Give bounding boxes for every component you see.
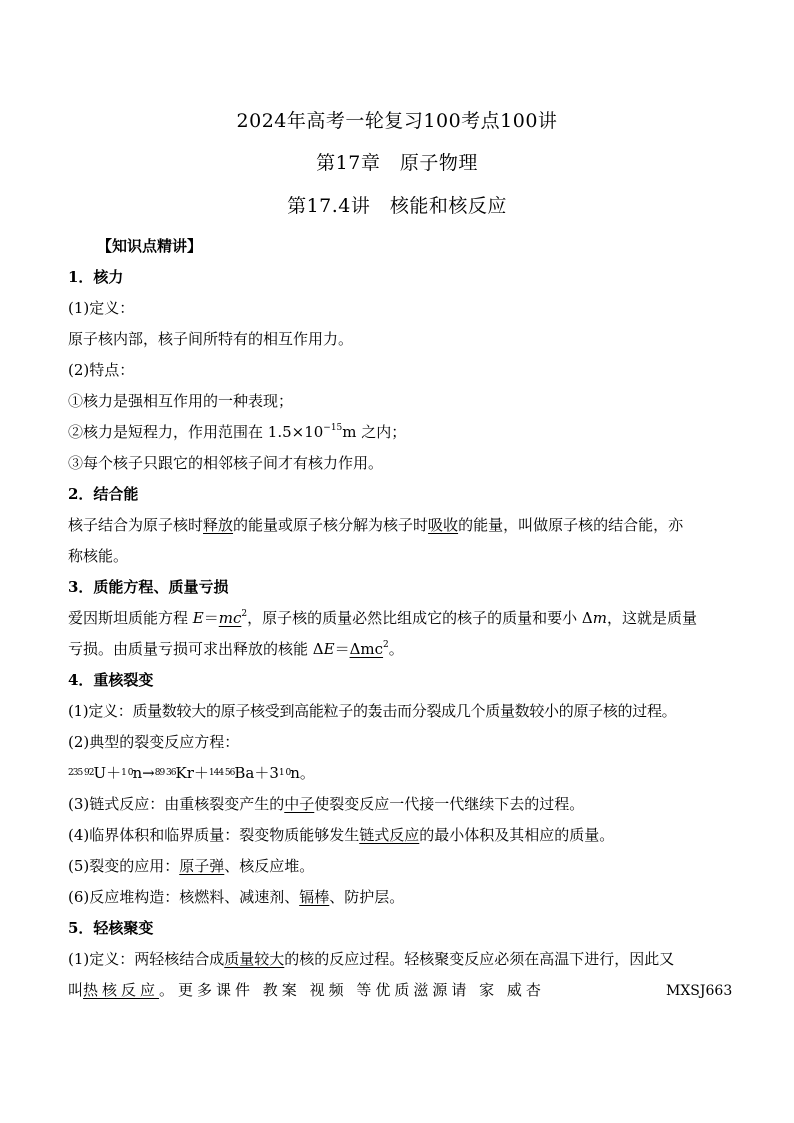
section-2-line-2: 称核能。	[68, 547, 129, 565]
section-2-line-1: 核子结合为原子核时释放的能量或原子核分解为核子时吸收的能量，叫做原子核的结合能，亦	[68, 516, 684, 534]
section-3-heading: 3．质能方程、质量亏损	[68, 578, 229, 596]
section-1-feature-3: ③每个核子只跟它的相邻核子间才有核力作用。	[68, 454, 384, 472]
section-1-feature-1: ①核力是强相互作用的一种表现；	[68, 392, 294, 410]
lecture-title: 第17.4讲 核能和核反应	[287, 195, 507, 217]
section-2-heading: 2．结合能	[68, 485, 139, 503]
chapter-title: 第17章 原子物理	[316, 152, 478, 174]
watermark-code: MXSJ663	[666, 983, 733, 999]
fission-equation: 235 92U＋1 0n→89 36Kr＋144 56Ba＋31 0n。	[68, 764, 315, 782]
main-title: 2024年高考一轮复习100考点100讲	[236, 110, 558, 132]
section-1-feature-2: ②核力是短程力，作用范围在 $1.5\times 10^{-15}m$ 之内；	[68, 423, 407, 441]
section-4-heading: 4．重核裂变	[68, 671, 154, 689]
section-3-line-1: 爱因斯坦质能方程 $E=mc^2$，原子核的质量必然比组成它的核子的质量和要小 Δm，这就是质量	[68, 609, 697, 627]
section-4-eq-label: (2)典型的裂变反应方程：	[68, 733, 240, 751]
section-5-line-2: 叫热核反应。更多课件 教案 视频 等优质滋源请 家 威杏	[68, 981, 545, 999]
section-1-def-label: (1)定义：	[68, 299, 135, 317]
section-1-heading: 1．核力	[68, 268, 124, 286]
section-1-def-text: 原子核内部，核子间所特有的相互作用力。	[68, 330, 354, 348]
section-4-critical: (4)临界体积和临界质量：裂变物质能够发生链式反应的最小体积及其相应的质量。	[68, 826, 615, 844]
section-3-line-2: 亏损。由质量亏损可求出释放的核能 ΔE＝Δmc$^2$。	[68, 640, 404, 658]
section-5-heading: 5．轻核聚变	[68, 919, 154, 937]
section-label: 【知识点精讲】	[97, 237, 203, 255]
section-5-line-1: (1)定义：两轻核结合成质量较大的核的反应过程。轻核聚变反应必须在高温下进行，因此又	[68, 950, 675, 968]
section-4-chain-reaction: (3)链式反应：由重核裂变产生的中子使裂变反应一代接一代继续下去的过程。	[68, 795, 585, 813]
section-4-reactor: (6)反应堆构造：核燃料、减速剂、镉棒、防护层。	[68, 888, 405, 906]
section-1-feat-label: (2)特点：	[68, 361, 135, 379]
section-4-application: (5)裂变的应用：原子弹、核反应堆。	[68, 857, 315, 875]
section-4-definition: (1)定义：质量数较大的原子核受到高能粒子的轰击而分裂成几个质量数较小的原子核的过程。	[68, 702, 677, 720]
